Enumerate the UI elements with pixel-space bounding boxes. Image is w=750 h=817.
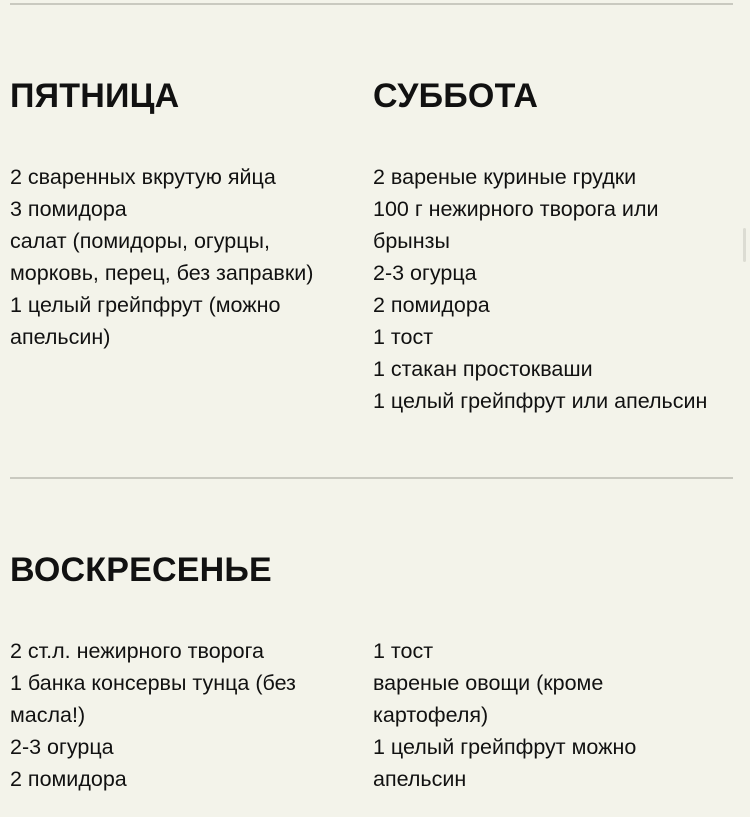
list-item: 1 целый грейпфрут (можно апельсин) [10,293,281,349]
list-item: 2 сваренных вкрутую яйца [10,165,276,189]
friday-heading: ПЯТНИЦА [10,77,180,115]
friday-menu-list [10,161,360,353]
saturday-menu-list [373,161,718,417]
list-item: салат (помидоры, огурцы, морковь, перец, без заправки) [10,229,314,285]
sunday-heading: ВОСКРЕСЕНЬЕ [10,551,272,589]
list-item: 2 ст.л. нежирного творога [10,639,264,663]
list-item: 2 помидора [373,293,490,317]
list-item: вареные овощи (кроме картофеля) [373,671,604,727]
list-item: 2 помидора [10,767,127,791]
list-item: 100 г нежирного творога или брынзы [373,197,659,253]
list-item: 2-3 огурца [373,261,477,285]
scrollbar-thumb[interactable] [743,228,746,262]
list-item: 1 целый грейпфрут можно апельсин [373,735,637,791]
list-item: 1 тост [373,639,434,663]
list-item: 1 целый грейпфрут или апельсин [373,389,708,413]
list-item: 2 вареные куриные грудки [373,165,637,189]
sunday-menu-list-right [373,635,718,795]
list-item: 2-3 огурца [10,735,114,759]
top-divider [10,3,733,5]
list-item: 1 стакан простокваши [373,357,593,381]
list-item: 1 банка консервы тунца (без масла!) [10,671,296,727]
saturday-heading: СУББОТА [373,77,539,115]
list-item: 1 тост [373,325,434,349]
section-divider [10,477,733,479]
list-item: 3 помидора [10,197,127,221]
sunday-menu-list-left [10,635,355,795]
